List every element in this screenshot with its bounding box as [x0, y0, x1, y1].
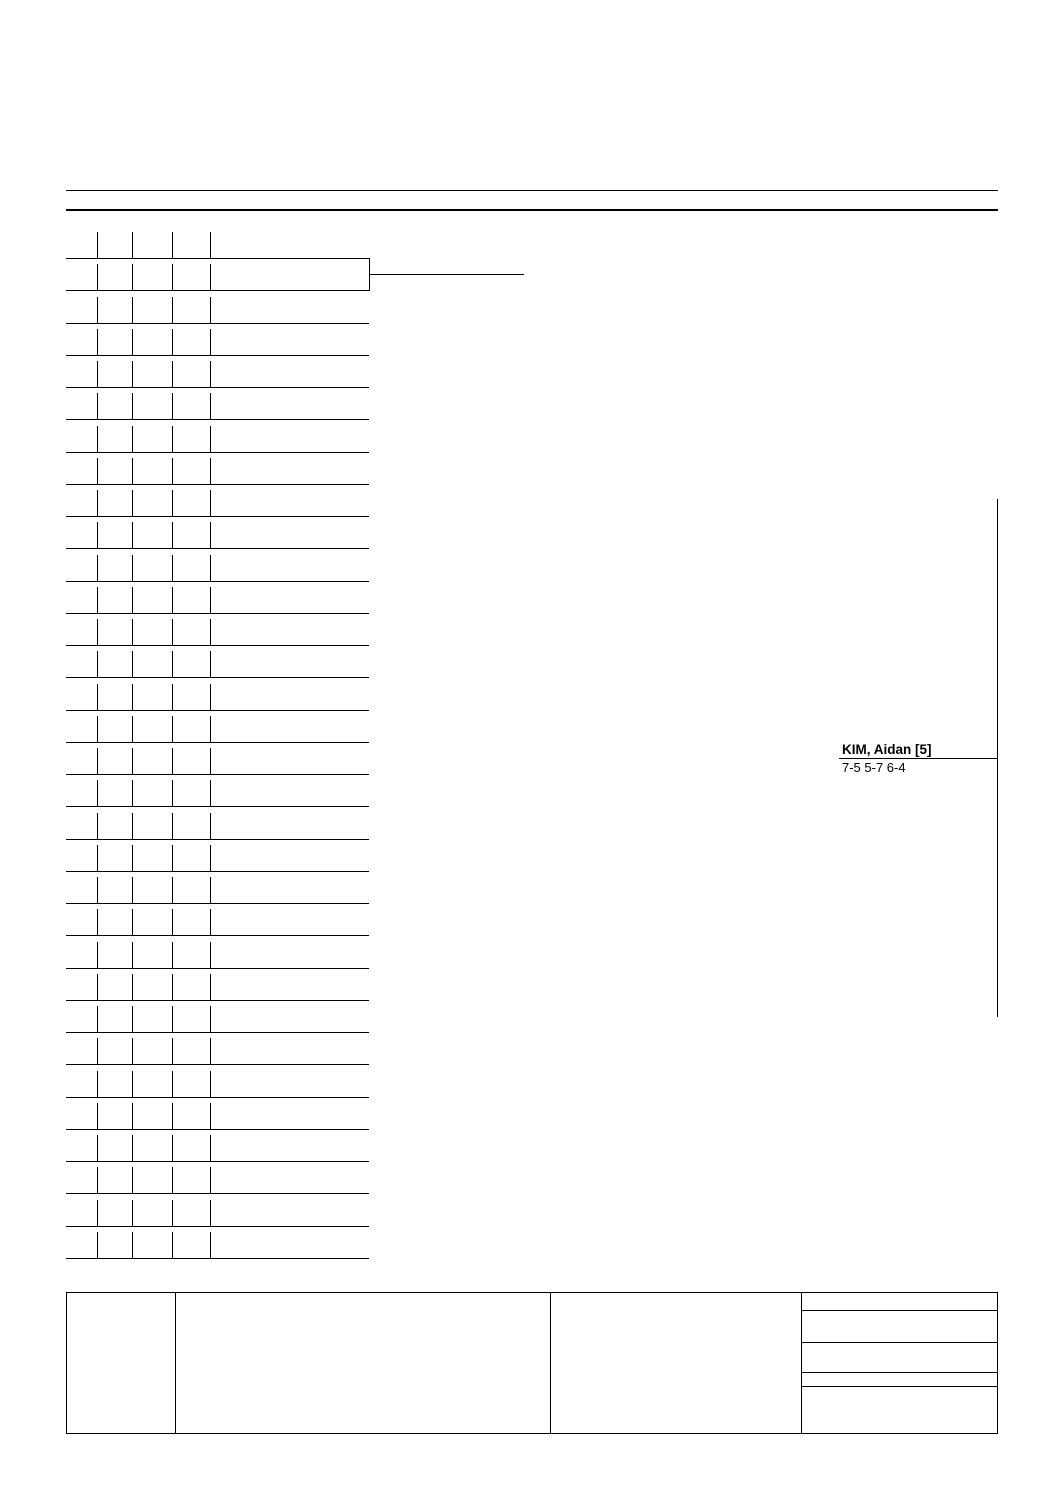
cnty-sep [172, 361, 173, 387]
st-sep [97, 651, 98, 677]
cnty-sep [172, 1135, 173, 1161]
cnty-sep [172, 619, 173, 645]
st-sep [97, 1200, 98, 1226]
name-sep [210, 1071, 211, 1097]
draw-line-6 [66, 387, 369, 419]
name-sep [210, 522, 211, 548]
draw-line-10 [66, 516, 369, 548]
column-header-divider [66, 209, 998, 211]
draw-line-2 [66, 258, 369, 290]
st-sep [97, 264, 98, 290]
rank-sep [132, 1038, 133, 1064]
name-sep [210, 426, 211, 452]
rank-sep [132, 297, 133, 323]
cnty-sep [172, 974, 173, 1000]
draw-line-26 [66, 1032, 369, 1064]
rank-sep [132, 748, 133, 774]
rank-sep [132, 845, 133, 871]
draw-line-1 [66, 226, 369, 258]
name-sep [210, 458, 211, 484]
cnty-sep [172, 1071, 173, 1097]
rank-sep [132, 426, 133, 452]
rank-sep [132, 909, 133, 935]
st-sep [97, 393, 98, 419]
champion-line [839, 758, 997, 759]
name-sep [210, 619, 211, 645]
draw-line-14 [66, 645, 369, 677]
name-sep [210, 329, 211, 355]
final-connector [997, 499, 998, 1017]
cnty-sep [172, 942, 173, 968]
st-sep [97, 1232, 98, 1258]
name-sep [210, 748, 211, 774]
rank-sep [132, 587, 133, 613]
st-sep [97, 1006, 98, 1032]
st-sep [97, 748, 98, 774]
draw-line-17 [66, 742, 369, 774]
rank-sep [132, 716, 133, 742]
draw-line-32 [66, 1226, 369, 1258]
footer-divider-2 [550, 1292, 551, 1433]
footer-r-line-4 [801, 1386, 997, 1387]
cnty-sep [172, 1103, 173, 1129]
rank-sep [132, 393, 133, 419]
rank-sep [132, 329, 133, 355]
draw-line-31 [66, 1194, 369, 1226]
name-sep [210, 716, 211, 742]
name-sep [210, 684, 211, 710]
rank-sep [132, 522, 133, 548]
cnty-sep [172, 522, 173, 548]
rank-sep [132, 684, 133, 710]
cnty-sep [172, 297, 173, 323]
name-sep [210, 393, 211, 419]
draw-line-19 [66, 807, 369, 839]
rank-sep [132, 1103, 133, 1129]
name-sep [210, 1006, 211, 1032]
name-sep [210, 297, 211, 323]
rank-sep [132, 264, 133, 290]
name-sep [210, 587, 211, 613]
st-sep [97, 1167, 98, 1193]
draw-line-27 [66, 1065, 369, 1097]
draw-line-11 [66, 549, 369, 581]
st-sep [97, 684, 98, 710]
name-sep [210, 1135, 211, 1161]
st-sep [97, 555, 98, 581]
draw-line-30 [66, 1161, 369, 1193]
st-sep [97, 813, 98, 839]
cnty-sep [172, 1232, 173, 1258]
st-sep [97, 1135, 98, 1161]
name-sep [210, 264, 211, 290]
cnty-sep [172, 845, 173, 871]
name-sep [210, 813, 211, 839]
rank-sep [132, 651, 133, 677]
header-divider [66, 190, 998, 191]
st-sep [97, 974, 98, 1000]
st-sep [97, 297, 98, 323]
name-sep [210, 780, 211, 806]
name-sep [210, 909, 211, 935]
cnty-sep [172, 232, 173, 258]
rank-sep [132, 458, 133, 484]
rank-sep [132, 974, 133, 1000]
cnty-sep [172, 684, 173, 710]
footer-divider-1 [175, 1292, 176, 1433]
name-sep [210, 1232, 211, 1258]
rank-sep [132, 1006, 133, 1032]
rank-sep [132, 361, 133, 387]
st-sep [97, 1103, 98, 1129]
name-sep [210, 361, 211, 387]
st-sep [97, 877, 98, 903]
cnty-sep [172, 1038, 173, 1064]
st-sep [97, 426, 98, 452]
draw-line-21 [66, 871, 369, 903]
draw-line-8 [66, 452, 369, 484]
cnty-sep [172, 1006, 173, 1032]
round2-winner-line [369, 274, 524, 275]
cnty-sep [172, 1167, 173, 1193]
cnty-sep [172, 458, 173, 484]
cnty-sep [172, 877, 173, 903]
cnty-sep [172, 909, 173, 935]
rank-sep [132, 1167, 133, 1193]
name-sep [210, 1103, 211, 1129]
name-sep [210, 942, 211, 968]
draw-line-29 [66, 1129, 369, 1161]
name-sep [210, 1167, 211, 1193]
draw-line-22 [66, 903, 369, 935]
draw-line-9 [66, 484, 369, 516]
draw-line-18 [66, 774, 369, 806]
st-sep [97, 329, 98, 355]
draw-line-7 [66, 420, 369, 452]
cnty-sep [172, 393, 173, 419]
cnty-sep [172, 264, 173, 290]
round1-line [66, 1258, 369, 1259]
draw-line-23 [66, 936, 369, 968]
st-sep [97, 716, 98, 742]
name-sep [210, 555, 211, 581]
name-sep [210, 490, 211, 516]
footer-box [66, 1292, 998, 1434]
rank-sep [132, 555, 133, 581]
rank-sep [132, 877, 133, 903]
rank-sep [132, 490, 133, 516]
st-sep [97, 780, 98, 806]
st-sep [97, 361, 98, 387]
st-sep [97, 587, 98, 613]
name-sep [210, 877, 211, 903]
rank-sep [132, 1071, 133, 1097]
name-sep [210, 1038, 211, 1064]
st-sep [97, 458, 98, 484]
draw-line-5 [66, 355, 369, 387]
draw-line-12 [66, 581, 369, 613]
name-sep [210, 974, 211, 1000]
cnty-sep [172, 426, 173, 452]
st-sep [97, 1038, 98, 1064]
rank-sep [132, 813, 133, 839]
draw-line-25 [66, 1000, 369, 1032]
name-sep [210, 1200, 211, 1226]
st-sep [97, 1071, 98, 1097]
champion-score: 7-5 5-7 6-4 [842, 760, 906, 775]
cnty-sep [172, 1200, 173, 1226]
rank-sep [132, 1232, 133, 1258]
cnty-sep [172, 651, 173, 677]
st-sep [97, 232, 98, 258]
cnty-sep [172, 748, 173, 774]
rank-sep [132, 780, 133, 806]
cnty-sep [172, 490, 173, 516]
cnty-sep [172, 555, 173, 581]
st-sep [97, 909, 98, 935]
cnty-sep [172, 813, 173, 839]
cnty-sep [172, 716, 173, 742]
st-sep [97, 845, 98, 871]
cnty-sep [172, 587, 173, 613]
footer-r-line-1 [801, 1310, 997, 1311]
draw-line-24 [66, 968, 369, 1000]
st-sep [97, 942, 98, 968]
cnty-sep [172, 780, 173, 806]
rank-sep [132, 942, 133, 968]
draw-line-20 [66, 839, 369, 871]
footer-divider-3 [801, 1292, 802, 1433]
draw-line-16 [66, 710, 369, 742]
draw-line-3 [66, 291, 369, 323]
name-sep [210, 232, 211, 258]
draw-line-13 [66, 613, 369, 645]
st-sep [97, 522, 98, 548]
st-sep [97, 490, 98, 516]
rank-sep [132, 1135, 133, 1161]
cnty-sep [172, 329, 173, 355]
name-sep [210, 845, 211, 871]
name-sep [210, 651, 211, 677]
rank-sep [132, 1200, 133, 1226]
rank-sep [132, 619, 133, 645]
st-sep [97, 619, 98, 645]
rank-sep [132, 232, 133, 258]
footer-r-line-2 [801, 1342, 997, 1343]
draw-line-4 [66, 323, 369, 355]
draw-line-28 [66, 1097, 369, 1129]
footer-r-line-3 [801, 1372, 997, 1373]
draw-line-15 [66, 678, 369, 710]
champion-name: KIM, Aidan [5] [842, 742, 932, 757]
